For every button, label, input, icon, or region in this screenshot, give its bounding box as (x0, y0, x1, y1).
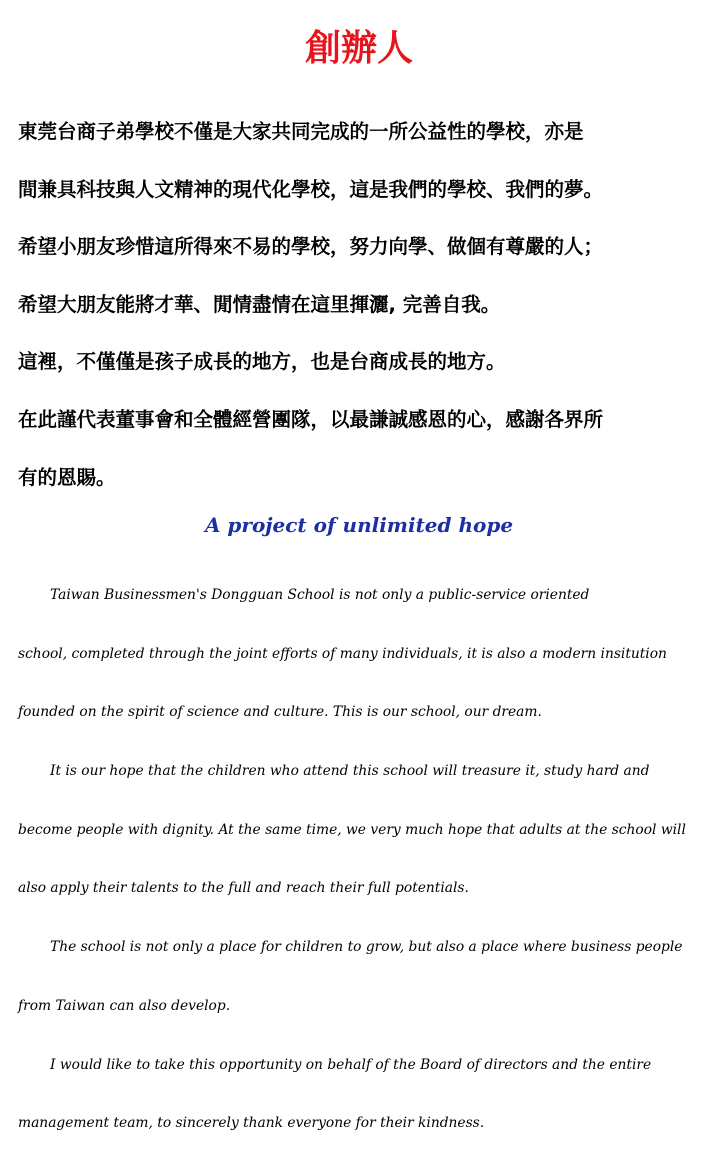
chinese-text-line: 有的恩賜。 (18, 465, 116, 489)
english-text-block (18, 566, 708, 1153)
english-text-line: become people with dignity. At the same time, we very much hope that adults at the school will (18, 821, 686, 838)
english-text-line: I would like to take this opportunity on behalf of the Board of directors and the entire (50, 1056, 652, 1073)
english-text-line: It is our hope that the children who attend this school will treasure it, study hard and (50, 763, 650, 780)
english-text-line: school, completed through the joint efforts of many individuals, it is also a modern insitution (18, 645, 667, 662)
english-text-line: from Taiwan can also develop. (18, 997, 231, 1014)
english-text-line: management team, to sincerely thank everyone for their kindness. (18, 1115, 485, 1132)
english-text-line: Taiwan Businessmen's Dongguan School is not only a public-service oriented (50, 587, 590, 603)
chinese-text-line: 東莞台商子弟學校不僅是大家共同完成的一所公益性的學校，亦是 (18, 120, 584, 143)
chinese-text-line: 希望大朋友能將才華、閒情盡情在這里揮灑, 完善自我。 (18, 292, 501, 316)
chinese-text-line: 這裡，不僅僅是孩子成長的地方，也是台商成長的地方。 (18, 350, 506, 374)
english-text-line: founded on the spirit of science and culture. This is our school, our dream. (18, 704, 542, 721)
page-title: 創辦人 (304, 27, 413, 69)
english-text-line: also apply their talents to the full and reach their full potentials. (18, 880, 469, 897)
chinese-text-line: 在此謹代表董事會和全體經營團隊，以最謙誠感恩的心，感謝各界所 (18, 407, 604, 431)
english-text-line: The school is not only a place for children to grow, but also a place where business people (50, 939, 683, 956)
english-section-title: A project of unlimited hope (204, 513, 514, 537)
chinese-text-line: 希望小朋友珍惜這所得來不易的學校，努力向學、做個有尊嚴的人； (18, 235, 604, 259)
chinese-text-line: 間兼具科技與人文精神的現代化學校，這是我們的學校、我們的夢。 (18, 177, 604, 201)
chinese-text-block (18, 103, 708, 506)
